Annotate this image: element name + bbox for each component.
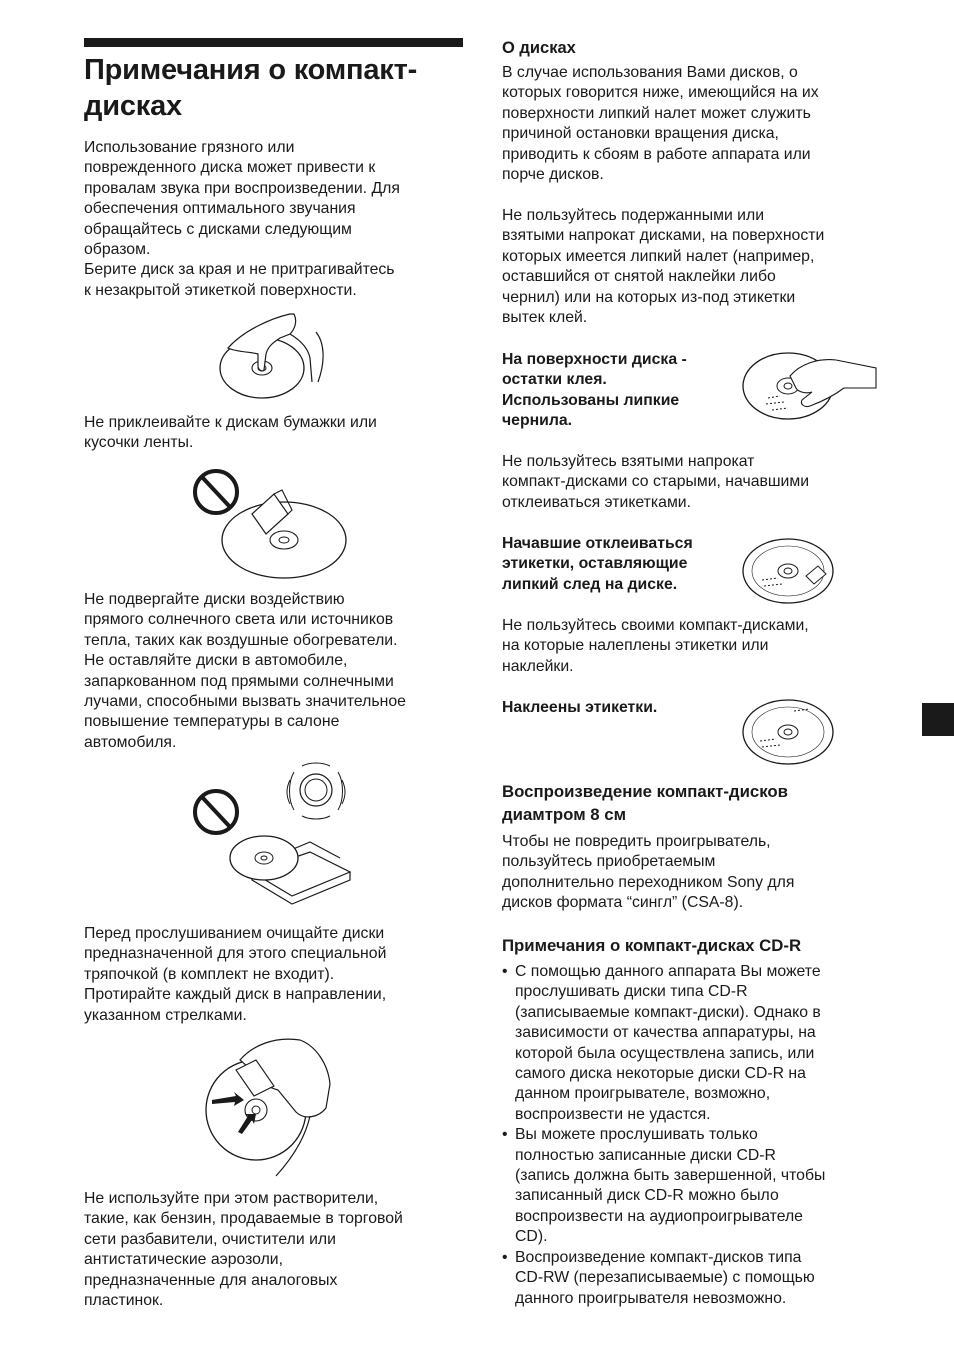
list-item: • Вы можете прослушивать только полностью записанные диски CD-R (запись должна быть завершенной, чтобы записанный диск CD-R можно было воспроизвести на аудиопроигрывателе CD). <box>502 1125 892 1247</box>
hold-disc-illustration <box>214 312 334 402</box>
list-item: • Воспроизведение компакт-дисков типа CD-RW (перезаписываемые) с помощью данного проигрывателя невозможно. <box>502 1248 892 1309</box>
sunlight-note: Не подвергайте диски воздействию прямого солнечного света или источников тепла, таких как воздушные обогреватели. Не оставляйте диски в автомобиле, запаркованном под прямыми солнечными лучами, способными вызвать значительное повышение температуры в салоне автомобиля. <box>84 591 406 751</box>
used-discs-note: Не пользуйтесь подержанными или взятыми напрокат дисками, на поверхности которых имеется липкий налет (например, оставшийся от снятой наклейки либо чернил) или на которых из-под этикетки вытек клей. <box>502 207 825 327</box>
labeled-discs-note: Не пользуйтесь своими компакт-дисками, на которые налеплены этикетки или наклейки. <box>502 617 809 675</box>
handling-intro: Использование грязного или поврежденного диска может привести к провалам звука при воспроизведении. Для обеспечения оптимального звучания обращайтесь с дисками следующим образом. Берите диск за края и не притрагивайтесь к незакрытой этикеткой поверхности. <box>84 139 400 299</box>
section-tab-marker <box>922 703 954 736</box>
8cm-discs-heading: Воспроизведение компакт-дисков диамтром 8 см <box>502 782 788 824</box>
heat-illustration <box>190 760 360 918</box>
cdr-notes-heading: Примечания о компакт-дисках CD-R <box>502 936 802 955</box>
page-title: Примечания о компакт- дисках <box>84 54 418 122</box>
peeling-labels-caption: Начавшие отклеиваться этикетки, оставляющие липкий след на диске. <box>502 535 693 593</box>
labels-attached-caption: Наклеены этикетки. <box>502 699 658 716</box>
cdr-notes-list <box>502 962 892 1309</box>
peeling-labels-note: Не пользуйтесь взятыми напрокат компакт-дисками со старыми, начавшими отклеиваться этикетками. <box>502 453 810 511</box>
cleaning-illustration <box>200 1030 350 1182</box>
sticky-discs-intro: В случае использования Вами дисков, о которых говорится ниже, имеющийся на их поверхности липкий налет может служить причиной остановки вращения диска, приводить к сбоям в работе аппарата или порче дисков. <box>502 64 819 184</box>
labels-attached-illustration <box>740 697 836 767</box>
no-tape-illustration <box>190 464 352 582</box>
8cm-discs-text: Чтобы не повредить проигрыватель, пользуйтесь приобретаемым дополнительно переходником Sony для дисков формата “сингл” (CSA-8). <box>502 833 795 912</box>
no-solvents-note: Не используйте при этом растворители, такие, как бензин, продаваемые в торговой сети разбавители, очистители или антистатические аэрозоли, предназначенные для аналоговых пластинок. <box>84 1190 403 1310</box>
glue-residue-illustration <box>740 348 880 420</box>
list-item: • С помощью данного аппарата Вы можете прослушивать диски типа CD-R (записываемые компакт-диски). Однако в зависимости от качества аппаратуры, на которой была осуществлена запись, или самого диска некоторые диски CD-R на данном проигрывателе, возможно, воспроизвести не удастся. <box>502 962 892 1125</box>
cleaning-note: Перед прослушиванием очищайте диски предназначенной для этого специальной тряпочкой (в комплект не входит). Протирайте каждый диск в направлении, указанном стрелками. <box>84 925 387 1024</box>
about-discs-heading: О дисках <box>502 39 576 57</box>
title-rule <box>84 38 463 47</box>
glue-residue-caption: На поверхности диска - остатки клея. Использованы липкие чернила. <box>502 351 687 430</box>
no-tape-note: Не приклеивайте к дискам бумажки или кусочки ленты. <box>84 414 377 452</box>
peeling-labels-illustration <box>740 536 836 606</box>
